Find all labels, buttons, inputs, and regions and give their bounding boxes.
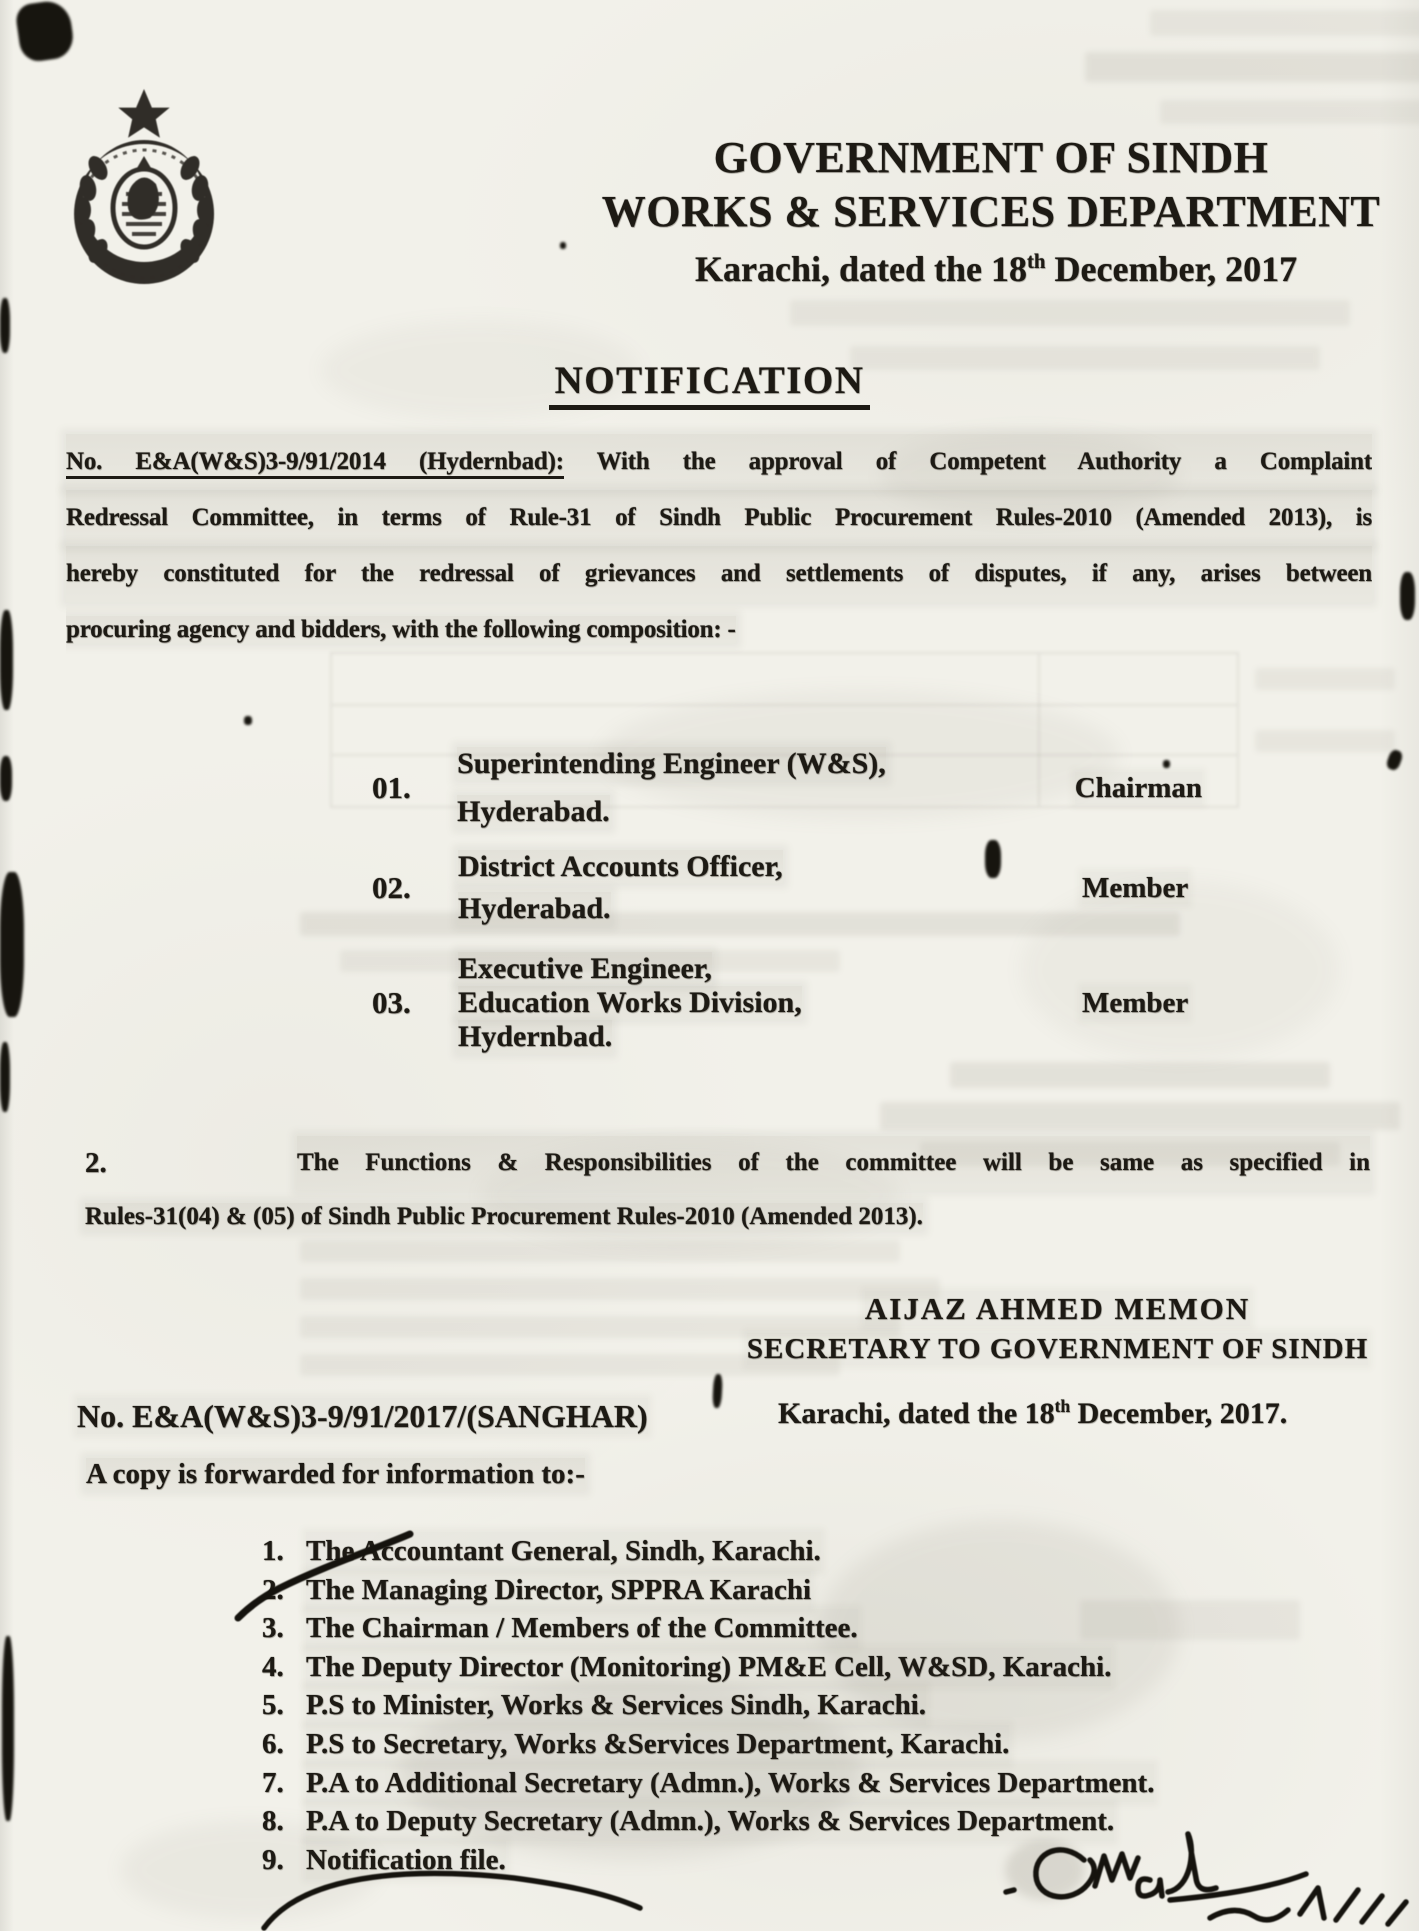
list-item-number: 3. <box>262 1612 284 1645</box>
committee-row-1 <box>372 740 1202 836</box>
committee-row-number: 03. <box>372 985 411 1020</box>
sindh-government-emblem <box>56 82 232 306</box>
list-item-text: The Chairman / Members of the Committee. <box>306 1609 858 1648</box>
signatory-title <box>745 1330 1370 1368</box>
designation-line: Executive Engineer, <box>458 952 712 985</box>
department-name: WORKS & SERVICES DEPARTMENT <box>601 187 1381 236</box>
list-item-number: 8. <box>262 1805 284 1838</box>
paragraph-line <box>66 602 1372 658</box>
committee-member-designation <box>458 846 1082 930</box>
handwritten-flourish <box>252 1862 652 1931</box>
list-item <box>262 1764 1262 1803</box>
committee-row-number: 02. <box>372 870 411 905</box>
paragraph-line: Redressal Committee, in terms of Rule-31 of Sindh Public Procurement Rules-2010 (Amended 2013), is <box>66 490 1372 546</box>
bleed-through-text <box>1255 730 1395 752</box>
signature <box>1000 1822 1419 1931</box>
handwritten-tick-mark <box>228 1526 428 1626</box>
forward-date-line <box>778 1396 1287 1431</box>
list-item-text: The Accountant General, Sindh, Karachi. <box>306 1532 821 1571</box>
committee-role <box>1075 772 1202 805</box>
role-label: Member <box>1082 986 1189 1019</box>
scan-speck <box>244 716 252 725</box>
issue-date-line <box>695 248 1297 290</box>
list-item-number: 6. <box>262 1727 284 1760</box>
committee-role <box>1082 872 1188 905</box>
bleed-through-text <box>1085 52 1419 82</box>
forward-date-text: Karachi, dated the 18 <box>778 1397 1055 1430</box>
forward-date-year: December, 2017. <box>1070 1397 1288 1430</box>
copy-forward-lead <box>86 1458 585 1491</box>
bleed-through-text <box>950 1062 1330 1088</box>
notification-title-row <box>0 358 1419 403</box>
designation-line: Hyderabad. <box>458 892 611 925</box>
scan-edge-mark <box>0 298 10 353</box>
committee-member-designation <box>457 740 1075 836</box>
designation-line: District Accounts Officer, <box>458 850 783 883</box>
forward-reference-text: No. E&A(W&S)3-9/91/2017/(SANGHAR) <box>77 1398 648 1434</box>
bleed-through-text <box>1150 10 1419 36</box>
date-ordinal-superscript: th <box>1054 1396 1071 1416</box>
list-item <box>262 1686 1262 1725</box>
list-item-text: The Deputy Director (Monitoring) PM&E Cell, W&SD, Karachi. <box>306 1648 1111 1687</box>
designation-line: Superintending Engineer (W&S), <box>457 747 886 780</box>
paragraph-line <box>85 1136 1370 1190</box>
list-item-text: The Managing Director, SPPRA Karachi <box>306 1571 811 1610</box>
government-name: GOVERNMENT OF SINDH <box>713 133 1269 182</box>
paragraph-text: With the approval of Competent Authority a Complaint <box>596 448 1372 475</box>
scan-edge-mark <box>0 610 13 710</box>
reference-number: No. E&A(W&S)3-9/91/2014 (Hydernbad): <box>66 448 564 479</box>
bleed-through-text <box>880 1102 1400 1130</box>
letterhead <box>560 130 1419 238</box>
signatory-name <box>745 1288 1370 1330</box>
functions-paragraph <box>85 1136 1370 1244</box>
role-label: Member <box>1082 871 1189 904</box>
list-item <box>262 1648 1262 1687</box>
list-item-number: 2. <box>262 1573 284 1606</box>
scan-edge-mark <box>0 756 12 801</box>
forward-reference-number <box>77 1398 648 1435</box>
paragraph-text: procuring agency and bidders, with the following composition: - <box>66 616 736 643</box>
scan-edge-mark <box>0 1042 10 1112</box>
signatory-name-text: AIJAZ AHMED MEMON <box>864 1291 1251 1326</box>
designation-line: Hydernbad. <box>458 1020 613 1053</box>
list-item-number: 7. <box>262 1766 284 1799</box>
scan-speck <box>560 242 566 249</box>
list-item-number: 5. <box>262 1689 284 1722</box>
committee-row-3 <box>372 952 1202 1054</box>
bleed-through-text <box>1255 668 1395 690</box>
list-item-number: 1. <box>262 1535 284 1567</box>
copy-forward-lead-text: A copy is forwarded for information to:- <box>86 1458 585 1490</box>
scan-edge-mark <box>2 1636 14 1821</box>
bleed-through-text <box>790 300 1350 326</box>
list-item-text: P.A to Deputy Secretary (Admn.), Works & Services Department. <box>306 1802 1114 1841</box>
scan-edge-mark <box>1400 572 1415 620</box>
list-item-number: 9. <box>262 1843 284 1876</box>
paragraph-text: The Functions & Responsibilities of the committee will be same as specified in <box>297 1136 1370 1190</box>
bleed-through-text <box>1160 100 1419 124</box>
signatory-title-text: SECRETARY TO GOVERNMENT OF SINDH <box>746 1333 1369 1365</box>
role-label: Chairman <box>1074 771 1202 804</box>
paragraph-line <box>85 1190 1370 1244</box>
list-item-text: P.A to Additional Secretary (Admn.), Works & Services Department. <box>306 1764 1154 1803</box>
designation-line: Education Works Division, <box>458 986 802 1019</box>
committee-member-designation <box>458 952 1082 1054</box>
scan-edge-mark <box>0 872 24 1017</box>
list-item-text: P.S to Minister, Works & Services Sindh, Karachi. <box>306 1686 926 1725</box>
list-item-text: P.S to Secretary, Works &Services Department, Karachi. <box>306 1725 1009 1764</box>
committee-role <box>1082 987 1188 1020</box>
paragraph-text: Rules-31(04) & (05) of Sindh Public Procurement Rules-2010 (Amended 2013). <box>85 1203 923 1230</box>
designation-line: Hyderabad. <box>457 795 610 828</box>
notification-title: NOTIFICATION <box>549 359 871 410</box>
list-item-number: 4. <box>262 1650 284 1683</box>
scan-speck <box>712 1374 723 1408</box>
date-ordinal-superscript: th <box>1026 249 1046 273</box>
opening-paragraph <box>66 434 1372 658</box>
paragraph-line: hereby constituted for the redressal of grievances and settlements of disputes, if any, arises between <box>66 546 1372 602</box>
list-item <box>262 1725 1262 1764</box>
scan-ink-blot <box>14 0 76 63</box>
list-item-text: Notification file. <box>306 1841 506 1880</box>
issue-date-year: December, 2017 <box>1045 249 1298 289</box>
committee-row-number: 01. <box>372 770 411 805</box>
issue-date-text: Karachi, dated the 18 <box>695 249 1027 289</box>
paragraph-number: 2. <box>85 1147 107 1179</box>
committee-row-2 <box>372 846 1202 930</box>
signatory-block <box>745 1288 1370 1368</box>
paragraph-line <box>66 434 1372 490</box>
